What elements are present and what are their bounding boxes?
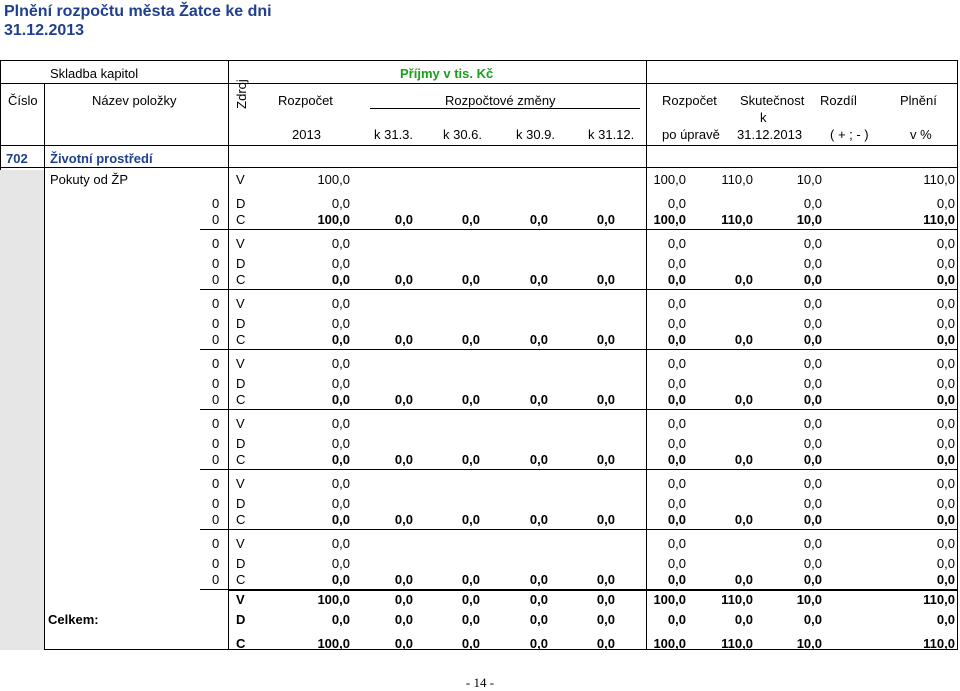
column-line xyxy=(44,83,45,650)
table-cell: 0,0 xyxy=(667,536,686,551)
total-cell: 110,0 xyxy=(721,592,753,607)
header-rozpocet-upraveny: Rozpočet xyxy=(662,93,717,108)
row-zero-flag: 0 xyxy=(212,536,220,551)
table-cell: 0,0 xyxy=(667,476,686,491)
table-cell: 0,0 xyxy=(461,572,480,587)
total-cell: 100,0 xyxy=(317,592,350,607)
row-source-code: D xyxy=(236,196,246,211)
table-cell: 0,0 xyxy=(667,452,686,467)
table-cell: 0,0 xyxy=(331,356,350,371)
table-cell: 0,0 xyxy=(394,452,413,467)
table-cell: 0,0 xyxy=(936,556,955,571)
total-cell: 10,0 xyxy=(796,636,822,651)
table-cell: 0,0 xyxy=(734,392,753,407)
table-cell: 0,0 xyxy=(331,376,350,391)
total-cell: 0,0 xyxy=(529,636,548,651)
table-cell: 0,0 xyxy=(667,496,686,511)
header-rozdil: Rozdíl xyxy=(820,93,857,108)
table-cell: 0,0 xyxy=(529,392,548,407)
table-cell: 0,0 xyxy=(734,332,753,347)
table-cell: 0,0 xyxy=(667,572,686,587)
table-cell: 0,0 xyxy=(936,416,955,431)
row-source-code: V xyxy=(236,296,245,311)
table-cell: 0,0 xyxy=(803,272,822,287)
row-zero-flag: 0 xyxy=(212,256,220,271)
total-separator xyxy=(228,590,958,591)
header-change-q1: k 31.3. xyxy=(374,127,414,142)
row-zero-flag: 0 xyxy=(212,436,220,451)
header-line xyxy=(0,167,958,168)
table-cell: 0,0 xyxy=(936,196,955,211)
table-cell: 0,0 xyxy=(936,296,955,311)
table-cell: 0,0 xyxy=(667,556,686,571)
item-name: Pokuty od ŽP xyxy=(50,172,129,187)
total-cell: 0,0 xyxy=(461,636,480,651)
total-cell: 0,0 xyxy=(529,612,548,627)
table-cell: 100,0 xyxy=(653,172,686,187)
total-cell: 0,0 xyxy=(331,612,350,627)
row-zero-flag: 0 xyxy=(212,296,220,311)
table-cell: 0,0 xyxy=(936,332,955,347)
row-zero-flag: 0 xyxy=(212,196,220,211)
header-cislo: Číslo xyxy=(8,93,38,108)
header-plneni: Plnění xyxy=(900,93,937,108)
row-zero-flag: 0 xyxy=(212,332,220,347)
header-zmeny: Rozpočtové změny xyxy=(445,93,556,108)
row-source-code: V xyxy=(236,236,245,251)
table-cell: 0,0 xyxy=(936,376,955,391)
header-skutecnost-date: 31.12.2013 xyxy=(737,127,803,142)
table-cell: 0,0 xyxy=(667,436,686,451)
total-cell: 110,0 xyxy=(923,592,955,607)
total-cell: 110,0 xyxy=(721,636,753,651)
header-skutecnost: Skutečnost xyxy=(740,93,805,108)
row-source-code: V xyxy=(236,536,245,551)
table-cell: 0,0 xyxy=(394,512,413,527)
table-cell: 0,0 xyxy=(394,572,413,587)
table-cell: 0,0 xyxy=(331,536,350,551)
total-source-code: C xyxy=(236,636,246,651)
table-cell: 0,0 xyxy=(667,512,686,527)
row-zero-flag: 0 xyxy=(212,272,220,287)
row-zero-flag: 0 xyxy=(212,496,220,511)
table-cell: 0,0 xyxy=(331,332,350,347)
table-cell: 0,0 xyxy=(803,496,822,511)
table-cell: 0,0 xyxy=(394,392,413,407)
row-zero-flag: 0 xyxy=(212,212,220,227)
row-zero-flag: 0 xyxy=(212,376,220,391)
table-cell: 0,0 xyxy=(394,212,413,227)
table-cell: 0,0 xyxy=(803,436,822,451)
table-cell: 0,0 xyxy=(803,512,822,527)
table-cell: 0,0 xyxy=(803,476,822,491)
row-zero-flag: 0 xyxy=(212,512,220,527)
table-cell: 0,0 xyxy=(529,272,548,287)
total-cell: 110,0 xyxy=(923,636,955,651)
header-zdroj: Zdroj xyxy=(234,79,249,109)
row-zero-flag: 0 xyxy=(212,416,220,431)
total-cell: 0,0 xyxy=(394,612,413,627)
table-cell: 0,0 xyxy=(394,332,413,347)
table-cell: 110,0 xyxy=(923,212,955,227)
table-cell: 0,0 xyxy=(461,332,480,347)
table-cell: 0,0 xyxy=(936,356,955,371)
header-po-uprave: po úpravě xyxy=(662,127,720,142)
total-cell: 0,0 xyxy=(394,636,413,651)
side-shading xyxy=(0,170,44,650)
title-line-2: 31.12.2013 xyxy=(4,22,85,39)
table-cell: 0,0 xyxy=(667,416,686,431)
table-cell: 0,0 xyxy=(529,332,548,347)
table-cell: 110,0 xyxy=(721,172,753,187)
table-cell: 0,0 xyxy=(667,392,686,407)
row-separator xyxy=(200,229,958,230)
table-cell: 10,0 xyxy=(796,212,822,227)
row-source-code: C xyxy=(236,512,246,527)
row-source-code: D xyxy=(236,556,246,571)
table-cell: 0,0 xyxy=(936,476,955,491)
table-cell: 0,0 xyxy=(936,572,955,587)
page-number: - 14 - xyxy=(465,675,495,690)
row-source-code: V xyxy=(236,476,245,491)
row-zero-flag: 0 xyxy=(212,452,220,467)
row-source-code: D xyxy=(236,376,246,391)
table-cell: 0,0 xyxy=(667,316,686,331)
row-source-code: C xyxy=(236,212,246,227)
table-cell: 0,0 xyxy=(596,392,615,407)
table-cell: 0,0 xyxy=(734,272,753,287)
total-source-code: D xyxy=(236,612,246,627)
total-cell: 100,0 xyxy=(317,636,350,651)
table-cell: 0,0 xyxy=(734,512,753,527)
table-cell: 0,0 xyxy=(331,256,350,271)
table-cell: 0,0 xyxy=(936,496,955,511)
table-cell: 0,0 xyxy=(596,272,615,287)
table-cell: 0,0 xyxy=(803,536,822,551)
table-cell: 0,0 xyxy=(936,452,955,467)
header-skutecnost-k: k xyxy=(760,110,767,125)
header-skladba: Skladba kapitol xyxy=(50,66,139,81)
table-cell: 0,0 xyxy=(803,376,822,391)
total-cell: 0,0 xyxy=(596,592,615,607)
row-zero-flag: 0 xyxy=(212,572,220,587)
table-cell: 0,0 xyxy=(936,316,955,331)
row-separator xyxy=(200,469,958,470)
table-cell: 0,0 xyxy=(667,272,686,287)
table-cell: 0,0 xyxy=(936,512,955,527)
table-cell: 0,0 xyxy=(596,512,615,527)
table-cell: 0,0 xyxy=(331,476,350,491)
total-cell: 0,0 xyxy=(936,612,955,627)
header-nazev: Název položky xyxy=(92,93,177,108)
table-cell: 0,0 xyxy=(803,416,822,431)
table-cell: 0,0 xyxy=(596,452,615,467)
table-cell: 0,0 xyxy=(803,556,822,571)
chapter-name: Životní prostředí xyxy=(50,151,153,166)
table-cell: 0,0 xyxy=(803,296,822,311)
row-zero-flag: 0 xyxy=(212,356,220,371)
total-label: Celkem: xyxy=(48,612,99,627)
table-cell: 0,0 xyxy=(936,256,955,271)
total-cell: 100,0 xyxy=(653,592,686,607)
table-cell: 0,0 xyxy=(803,196,822,211)
header-rozpocet: Rozpočet xyxy=(278,93,333,108)
total-source-code: V xyxy=(236,592,245,607)
table-cell: 0,0 xyxy=(803,332,822,347)
row-source-code: C xyxy=(236,332,246,347)
table-cell: 0,0 xyxy=(331,316,350,331)
table-cell: 0,0 xyxy=(331,416,350,431)
table-cell: 0,0 xyxy=(667,196,686,211)
table-cell: 0,0 xyxy=(331,236,350,251)
row-separator xyxy=(200,289,958,290)
total-cell: 0,0 xyxy=(803,612,822,627)
table-cell: 110,0 xyxy=(923,172,955,187)
table-cell: 10,0 xyxy=(796,172,822,187)
header-change-q4: k 31.12. xyxy=(588,127,635,142)
table-cell: 0,0 xyxy=(936,436,955,451)
row-zero-flag: 0 xyxy=(212,476,220,491)
total-cell: 0,0 xyxy=(461,612,480,627)
table-cell: 110,0 xyxy=(721,212,753,227)
table-cell: 0,0 xyxy=(331,272,350,287)
total-cell: 100,0 xyxy=(653,636,686,651)
row-zero-flag: 0 xyxy=(212,392,220,407)
table-cell: 0,0 xyxy=(596,332,615,347)
total-cell: 0,0 xyxy=(394,592,413,607)
row-separator xyxy=(200,529,958,530)
table-cell: 0,0 xyxy=(803,452,822,467)
table-cell: 0,0 xyxy=(394,272,413,287)
row-source-code: C xyxy=(236,572,246,587)
row-source-code: V xyxy=(236,356,245,371)
row-source-code: C xyxy=(236,392,246,407)
table-cell: 100,0 xyxy=(317,212,350,227)
table-cell: 0,0 xyxy=(331,572,350,587)
table-cell: 0,0 xyxy=(331,392,350,407)
table-cell: 0,0 xyxy=(331,512,350,527)
row-source-code: D xyxy=(236,496,246,511)
table-cell: 0,0 xyxy=(331,196,350,211)
table-cell: 0,0 xyxy=(667,332,686,347)
header-rozpocet-year: 2013 xyxy=(292,127,321,142)
table-cell: 0,0 xyxy=(667,236,686,251)
table-cell: 0,0 xyxy=(803,392,822,407)
table-cell: 0,0 xyxy=(936,236,955,251)
table-cell: 0,0 xyxy=(803,256,822,271)
table-cell: 0,0 xyxy=(667,356,686,371)
page-title xyxy=(4,2,272,40)
title-line-1: Plnění rozpočtu města Žatce ke dni xyxy=(4,3,272,20)
row-source-code: V xyxy=(236,172,245,187)
row-source-code: C xyxy=(236,452,246,467)
table-cell: 0,0 xyxy=(331,556,350,571)
table-cell: 0,0 xyxy=(529,572,548,587)
table-cell: 0,0 xyxy=(936,392,955,407)
row-source-code: D xyxy=(236,256,246,271)
total-cell: 0,0 xyxy=(596,612,615,627)
table-cell: 0,0 xyxy=(667,376,686,391)
table-cell: 100,0 xyxy=(317,172,350,187)
total-cell: 0,0 xyxy=(596,636,615,651)
total-cell: 0,0 xyxy=(667,612,686,627)
table-cell: 0,0 xyxy=(461,212,480,227)
table-cell: 0,0 xyxy=(331,452,350,467)
table-cell: 0,0 xyxy=(331,496,350,511)
header-line xyxy=(0,145,958,146)
table-cell: 0,0 xyxy=(596,572,615,587)
header-prijmy: Příjmy v tis. Kč xyxy=(400,66,494,81)
table-cell: 0,0 xyxy=(461,512,480,527)
table-cell: 0,0 xyxy=(331,296,350,311)
table-cell: 0,0 xyxy=(529,212,548,227)
table-cell: 0,0 xyxy=(936,536,955,551)
header-change-q2: k 30.6. xyxy=(443,127,483,142)
row-source-code: C xyxy=(236,272,246,287)
column-line xyxy=(228,60,229,650)
table-cell: 0,0 xyxy=(461,392,480,407)
header-line xyxy=(0,83,958,84)
table-cell: 0,0 xyxy=(803,356,822,371)
table-cell: 0,0 xyxy=(667,256,686,271)
total-cell: 0,0 xyxy=(529,592,548,607)
header-change-q3: k 30.9. xyxy=(516,127,556,142)
row-separator xyxy=(200,349,958,350)
table-cell: 0,0 xyxy=(803,316,822,331)
row-zero-flag: 0 xyxy=(212,236,220,251)
row-source-code: D xyxy=(236,436,246,451)
table-cell: 0,0 xyxy=(529,512,548,527)
table-cell: 0,0 xyxy=(461,272,480,287)
table-cell: 0,0 xyxy=(461,452,480,467)
row-zero-flag: 0 xyxy=(212,316,220,331)
table-cell: 0,0 xyxy=(734,452,753,467)
table-cell: 0,0 xyxy=(803,236,822,251)
total-cell: 10,0 xyxy=(796,592,822,607)
total-cell: 0,0 xyxy=(734,612,753,627)
table-cell: 0,0 xyxy=(734,572,753,587)
table-cell: 0,0 xyxy=(803,572,822,587)
table-cell: 0,0 xyxy=(331,436,350,451)
table-cell: 0,0 xyxy=(596,212,615,227)
row-separator xyxy=(200,409,958,410)
chapter-code: 702 xyxy=(6,151,28,166)
table-cell: 0,0 xyxy=(529,452,548,467)
table-cell: 100,0 xyxy=(653,212,686,227)
header-plneni-sub: v % xyxy=(910,127,932,142)
header-rozdil-sub: ( + ; - ) xyxy=(830,127,869,142)
table-cell: 0,0 xyxy=(667,296,686,311)
row-source-code: D xyxy=(236,316,246,331)
total-cell: 0,0 xyxy=(461,592,480,607)
row-source-code: V xyxy=(236,416,245,431)
table-cell: 0,0 xyxy=(936,272,955,287)
row-zero-flag: 0 xyxy=(212,556,220,571)
